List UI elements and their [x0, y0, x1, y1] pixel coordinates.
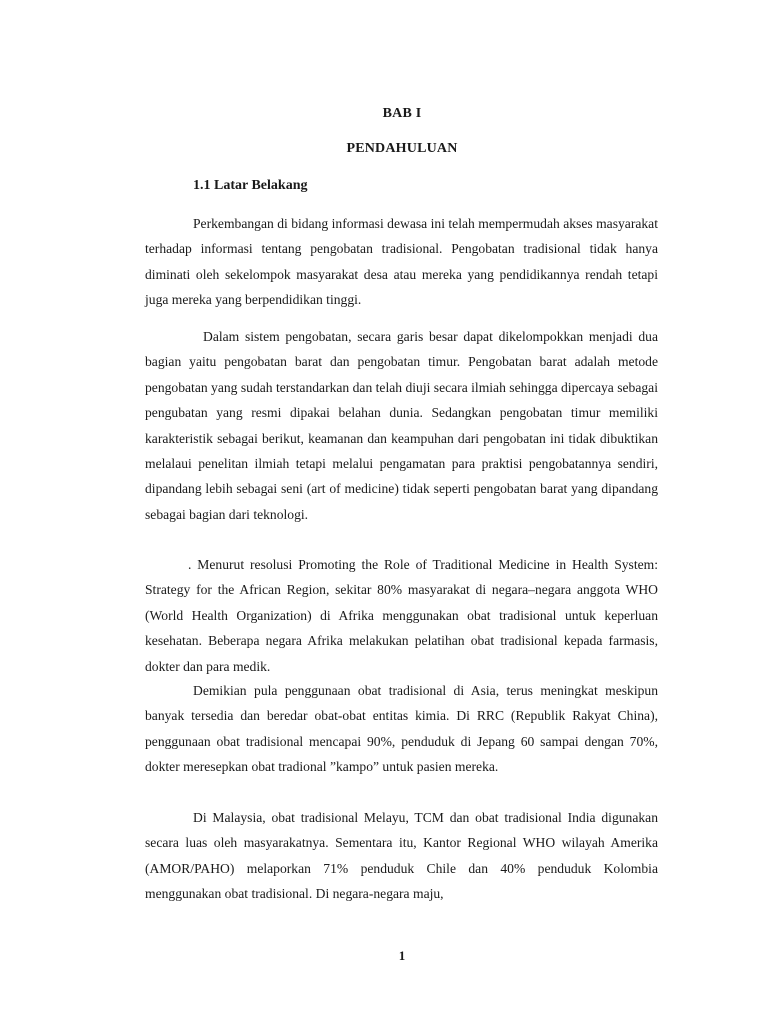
chapter-title: PENDAHULUAN — [346, 141, 458, 156]
paragraph-text: . Menurut resolusi Promoting the Role of Traditional Medicine in Health System: Strategy for the African Region, sekitar 80% masyarakat di negara–negara anggota WHO (World Health Organization) di Afrika menggunakan obat tradisional untuk keperluan kesehatan. Beberapa negara Afrika melakukan pelatihan obat tradisional kepada farmasis, dokter dan para medik. — [145, 557, 658, 674]
chapter-heading: BAB I — [382, 106, 422, 121]
paragraph-text: Dalam sistem pengobatan, secara garis besar dapat dikelompokkan menjadi dua bagian yaitu pengobatan barat dan pengobatan timur. Pengobatan barat adalah metode pengobatan yang sudah terstandarkan dan telah diuji secara ilmiah sehingga dipercaya sebagai pengubatan yang resmi dipakai belahan dunia. Sedangkan pengobatan timur memiliki karakteristik sebagai berikut, keamanan dan keampuhan dari pengobatan ini tidak dibuktikan melalaui penelitan ilmiah tetapi melalui pengamatan para praktisi pengobatannya sendiri, dipandang lebih sebagai seni (art of medicine) tidak seperti pengobatan barat yang dipandang sebagai bagian dari teknologi. — [145, 329, 658, 522]
paragraph-text: Di Malaysia, obat tradisional Melayu, TCM dan obat tradisional India digunakan secara luas oleh masyarakatnya. Sementara itu, Kantor Regional WHO wilayah Amerika (AMOR/PAHO) melaporkan 71% penduduk Chile dan 40% penduduk Kolombia menggunakan obat tradisional. Di negara-negara maju, — [145, 810, 658, 902]
paragraph-1 — [145, 211, 658, 313]
paragraph-4 — [145, 678, 658, 780]
page-number: 1 — [398, 948, 406, 963]
paragraph-2 — [145, 324, 658, 527]
paragraph-text: Demikian pula penggunaan obat tradisional di Asia, terus meningkat meskipun banyak tersedia dan beredar obat-obat entitas kimia. Di RRC (Republik Rakyat China), penggunaan obat tradisional mencapai 90%, penduduk di Jepang 60 sampai dengan 70%, dokter meresepkan obat tradional ”kampo” untuk pasien mereka. — [145, 683, 658, 775]
paragraph-text: Perkembangan di bidang informasi dewasa ini telah mempermudah akses masyarakat terhadap informasi tentang pengobatan tradisional. Pengobatan tradisional tidak hanya diminati oleh sekelompok masyarakat desa atau mereka yang pendidikannya rendah tetapi juga mereka yang berpendidikan tinggi. — [145, 216, 658, 308]
paragraph-5 — [145, 805, 658, 907]
paragraph-3 — [145, 552, 658, 679]
section-title: 1.1 Latar Belakang — [193, 178, 308, 193]
